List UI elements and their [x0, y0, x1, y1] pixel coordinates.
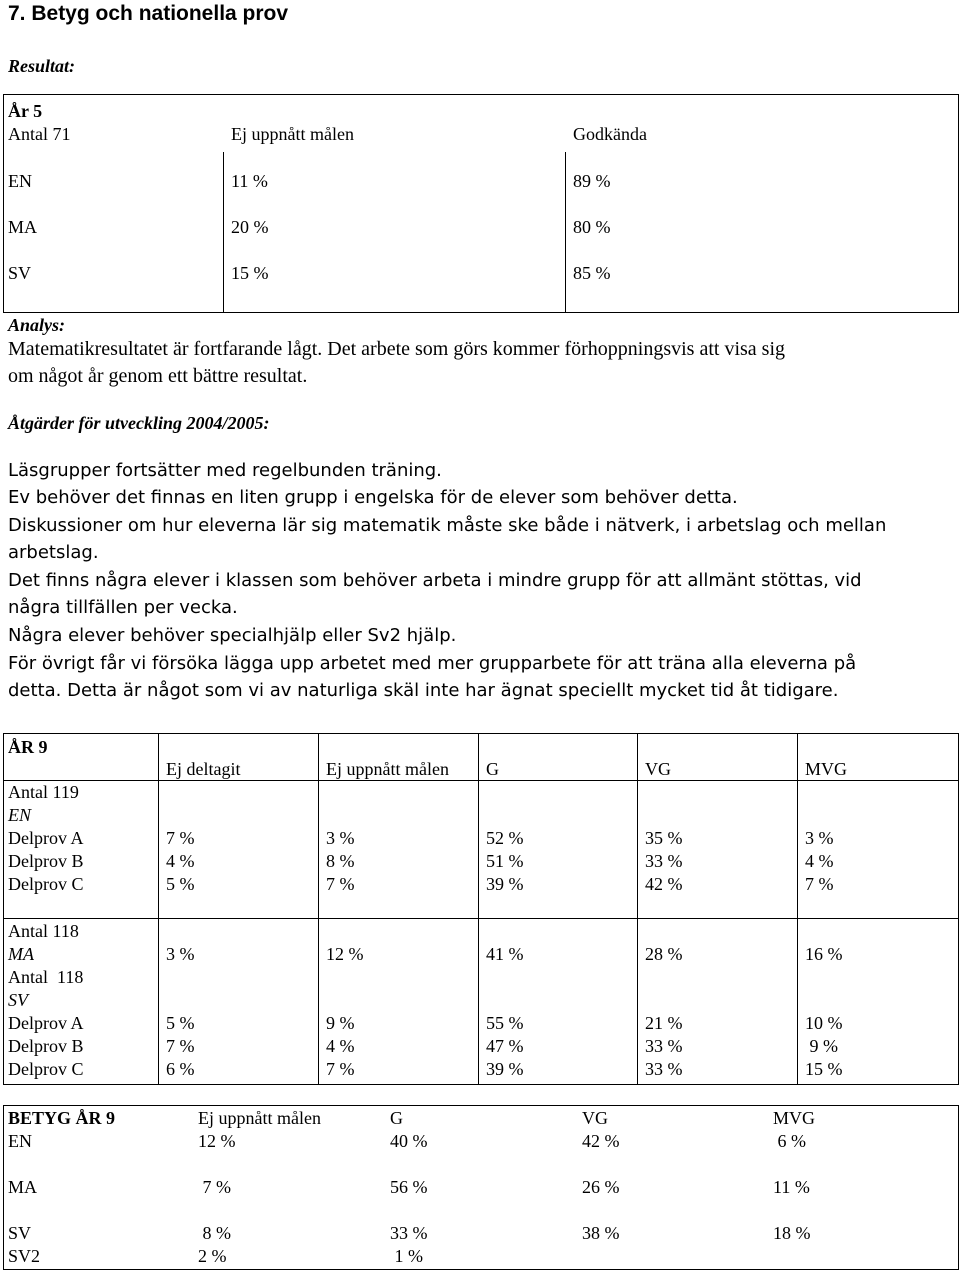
year9-cell: 21 % — [645, 1013, 683, 1033]
year9-cell: 10 % — [805, 1013, 843, 1033]
year5-title: År 5 — [8, 101, 43, 121]
grades9-subject: SV2 — [8, 1246, 41, 1266]
grades9-cell: 6 % — [773, 1131, 806, 1151]
result-label: Resultat: — [8, 56, 76, 76]
grades9-cell: 26 % — [582, 1177, 620, 1197]
year9-header: Ej uppnått målen — [326, 759, 449, 779]
year5-failed-value: 20 % — [231, 217, 269, 237]
year9-cell: 9 % — [805, 1036, 838, 1056]
grades9-header: G — [390, 1108, 403, 1128]
page-title: 7. Betyg och nationella prov — [8, 2, 289, 25]
grades9-subject: MA — [8, 1177, 38, 1197]
year9-row-label: Delprov B — [8, 851, 84, 871]
year9-cell: 4 % — [805, 851, 834, 871]
grades9-cell: 12 % — [198, 1131, 236, 1151]
measures-line: Några elever behöver specialhjälp eller Sv2 hjälp. — [8, 625, 457, 646]
grades9-cell: 11 % — [773, 1177, 810, 1197]
year9-header: VG — [645, 759, 671, 779]
grades9-cell: 38 % — [582, 1223, 620, 1243]
year9-cell: 7 % — [326, 874, 355, 894]
year9-header: G — [486, 759, 499, 779]
year9-row-label: Delprov C — [8, 874, 84, 894]
measures-line: För övrigt får vi försöka lägga upp arbetet med mer grupparbete för att träna alla eleverna på — [8, 653, 857, 674]
grades9-header: MVG — [773, 1108, 816, 1128]
year9-cell: 52 % — [486, 828, 524, 848]
year9-cell: 16 % — [805, 944, 843, 964]
year9-cell: 39 % — [486, 874, 524, 894]
year9-cell: 33 % — [645, 1036, 683, 1056]
measures-line: Läsgrupper fortsätter med regelbunden träning. — [8, 460, 442, 481]
analysis-label: Analys: — [8, 315, 66, 335]
year9-en-count: Antal 119 — [8, 782, 79, 802]
year5-failed-value: 15 % — [231, 263, 269, 283]
analysis-line: om något år genom ett bättre resultat. — [8, 365, 308, 387]
grades9-header: Ej uppnått målen — [198, 1108, 321, 1128]
year9-ma-count: Antal 118 — [8, 921, 79, 941]
year9-sv-count: Antal 118 — [8, 967, 84, 987]
year9-cell: 33 % — [645, 1059, 683, 1079]
grades9-cell: 56 % — [390, 1177, 428, 1197]
year5-subject: MA — [8, 217, 38, 237]
measures-line: Ev behöver det finnas en liten grupp i engelska för de elever som behöver detta. — [8, 487, 738, 508]
year9-sv-subject: SV — [8, 990, 28, 1010]
grades9-cell: 18 % — [773, 1223, 811, 1243]
grades9-subject: EN — [8, 1131, 32, 1151]
year5-passed-value: 89 % — [573, 171, 611, 191]
year5-subject: EN — [8, 171, 32, 191]
year9-en-subject: EN — [8, 805, 32, 825]
year9-row-label: Delprov C — [8, 1059, 84, 1079]
grades9-title: BETYG ÅR 9 — [8, 1108, 116, 1128]
year9-cell: 8 % — [326, 851, 355, 871]
year9-cell: 39 % — [486, 1059, 524, 1079]
year9-cell: 7 % — [166, 1036, 195, 1056]
year9-cell: 47 % — [486, 1036, 524, 1056]
year9-cell: 9 % — [326, 1013, 355, 1033]
year9-cell: 7 % — [166, 828, 195, 848]
year5-passed-value: 85 % — [573, 263, 611, 283]
grades9-cell: 42 % — [582, 1131, 620, 1151]
year9-header: Ej deltagit — [166, 759, 241, 779]
measures-line: Diskussioner om hur eleverna lär sig matematik måste ske både i nätverk, i arbetslag och mellan — [8, 515, 887, 536]
year9-cell: 15 % — [805, 1059, 843, 1079]
grades9-cell: 8 % — [198, 1223, 231, 1243]
year9-cell: 3 % — [166, 944, 195, 964]
year9-cell: 3 % — [805, 828, 834, 848]
grades9-cell: 2 % — [198, 1246, 227, 1266]
year9-cell: 4 % — [166, 851, 195, 871]
year9-header: MVG — [805, 759, 848, 779]
year9-row-label: Delprov A — [8, 828, 84, 848]
year5-subject: SV — [8, 263, 32, 283]
measures-line: detta. Detta är något som vi av naturliga skäl inte har ägnat speciellt mycket tid åt tidigare. — [8, 680, 839, 701]
year5-col-failed: Ej uppnått målen — [231, 124, 354, 144]
measures-label: Åtgärder för utveckling 2004/2005: — [8, 413, 270, 433]
grades9-cell: 7 % — [198, 1177, 231, 1197]
year9-cell: 28 % — [645, 944, 683, 964]
year9-cell: 6 % — [166, 1059, 195, 1079]
year9-cell: 7 % — [326, 1059, 355, 1079]
year9-title: ÅR 9 — [8, 737, 48, 757]
year5-col-passed: Godkända — [573, 124, 647, 144]
year9-cell: 3 % — [326, 828, 355, 848]
year9-row-label: Delprov A — [8, 1013, 84, 1033]
year9-cell: 12 % — [326, 944, 364, 964]
measures-line: Det finns några elever i klassen som behöver arbeta i mindre grupp för att allmänt stöttas, vid — [8, 570, 862, 591]
year5-count: Antal 71 — [8, 124, 71, 144]
year9-cell: 42 % — [645, 874, 683, 894]
year9-cell: 41 % — [486, 944, 524, 964]
year9-cell: 5 % — [166, 1013, 195, 1033]
year9-cell: 33 % — [645, 851, 683, 871]
grades9-cell: 40 % — [390, 1131, 428, 1151]
analysis-line: Matematikresultatet är fortfarande lågt. Det arbete som görs kommer förhoppningsvis att visa sig — [8, 338, 786, 360]
grades9-cell: 1 % — [390, 1246, 423, 1266]
year9-cell: 4 % — [326, 1036, 355, 1056]
grades9-cell: 33 % — [390, 1223, 428, 1243]
measures-line: några tillfällen per vecka. — [8, 597, 238, 618]
year9-ma-subject: MA — [8, 944, 34, 964]
year9-cell: 5 % — [166, 874, 195, 894]
year9-cell: 51 % — [486, 851, 524, 871]
grades9-subject: SV — [8, 1223, 32, 1243]
year5-passed-value: 80 % — [573, 217, 611, 237]
year9-cell: 7 % — [805, 874, 834, 894]
year9-cell: 55 % — [486, 1013, 524, 1033]
year9-cell: 35 % — [645, 828, 683, 848]
year5-failed-value: 11 % — [231, 171, 268, 191]
year9-row-label: Delprov B — [8, 1036, 84, 1056]
grades9-header: VG — [582, 1108, 608, 1128]
measures-line: arbetslag. — [8, 542, 99, 563]
